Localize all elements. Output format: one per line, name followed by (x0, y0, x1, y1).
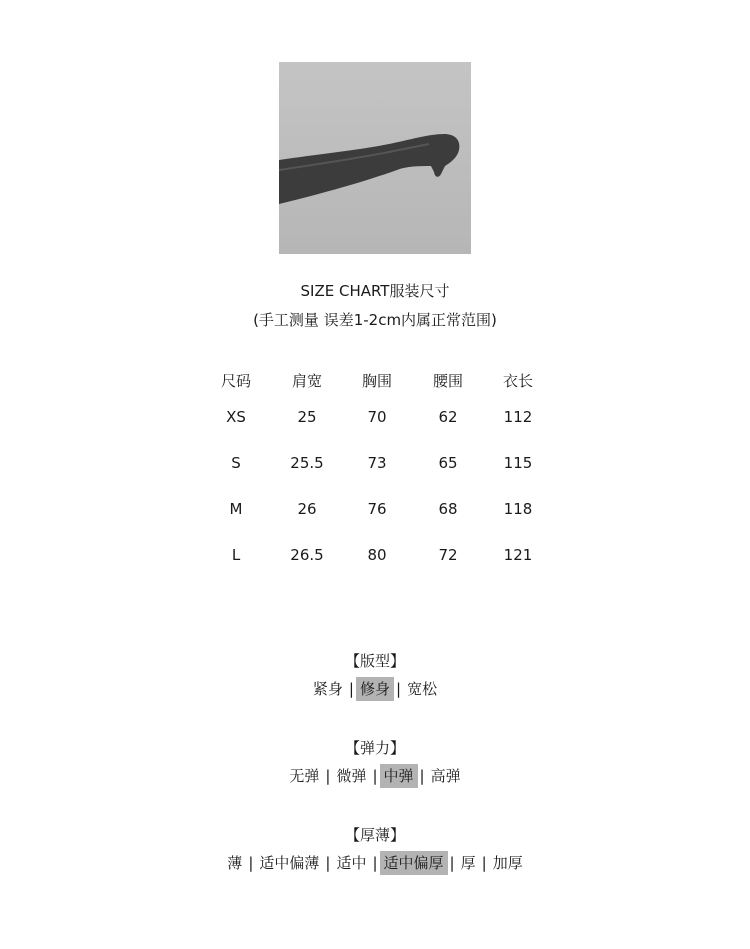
table-cell: 65 (438, 454, 458, 472)
fit-heading: 【版型】 (344, 652, 405, 670)
table-cell: M (229, 500, 243, 518)
measurement-note: (手工测量 误差1-2cm内属正常范围) (253, 311, 497, 329)
table-cell: 70 (367, 408, 387, 426)
size-table (200, 366, 552, 578)
elasticity-options (0, 764, 750, 788)
table-cell: 26.5 (290, 546, 324, 564)
separator: | (325, 854, 331, 872)
elasticity-heading: 【弹力】 (344, 739, 405, 757)
separator: | (325, 767, 331, 785)
column-header: 胸围 (361, 371, 392, 390)
table-cell: 80 (367, 546, 387, 564)
table-header-row (200, 366, 552, 394)
separator: | (449, 854, 455, 872)
table-cell: L (231, 546, 241, 564)
separator: | (248, 854, 254, 872)
thickness-option-medium-thin: 适中偏薄 (259, 854, 320, 872)
table-cell: 62 (438, 408, 458, 426)
elasticity-option-slight: 微弹 (336, 767, 367, 785)
thickness-option-medium: 适中 (336, 854, 367, 872)
fit-options (0, 677, 750, 701)
table-row (200, 394, 552, 440)
elasticity-option-medium: 中弹 (380, 764, 418, 788)
separator: | (419, 767, 425, 785)
table-row (200, 532, 552, 578)
thickness-option-thin: 薄 (227, 854, 243, 872)
fit-option-loose: 宽松 (407, 680, 438, 698)
table-cell: 112 (503, 408, 533, 426)
table-cell: 115 (503, 454, 533, 472)
separator: | (396, 680, 402, 698)
thickness-option-medium-thick: 适中偏厚 (380, 851, 448, 875)
column-header: 肩宽 (291, 371, 322, 390)
separator: | (372, 767, 378, 785)
table-cell: S (231, 454, 241, 472)
table-cell: 25.5 (290, 454, 324, 472)
fit-option-tight: 紧身 (312, 680, 343, 698)
table-row (200, 486, 552, 532)
table-row (200, 440, 552, 486)
table-cell: 68 (438, 500, 458, 518)
table-cell: 121 (503, 546, 533, 564)
table-cell: 76 (367, 500, 387, 518)
size-chart-title: SIZE CHART服装尺寸 (300, 282, 450, 300)
column-header: 衣长 (502, 371, 533, 390)
separator: | (348, 680, 354, 698)
table-cell: XS (226, 408, 246, 426)
arm-illustration (279, 62, 471, 254)
thickness-options (0, 851, 750, 875)
table-cell: 26 (297, 500, 317, 518)
column-header: 腰围 (432, 371, 463, 390)
table-cell: 25 (297, 408, 317, 426)
table-cell: 72 (438, 546, 458, 564)
elasticity-option-none: 无弹 (289, 767, 320, 785)
thickness-option-extra-thick: 加厚 (492, 854, 523, 872)
table-cell: 118 (503, 500, 533, 518)
model-arm-photo (279, 62, 471, 254)
table-cell: 73 (367, 454, 387, 472)
column-header: 尺码 (220, 371, 251, 390)
thickness-option-thick: 厚 (460, 854, 476, 872)
separator: | (372, 854, 378, 872)
fit-option-slim: 修身 (356, 677, 394, 701)
elasticity-option-high: 高弹 (430, 767, 461, 785)
separator: | (481, 854, 487, 872)
thickness-heading: 【厚薄】 (344, 826, 405, 844)
